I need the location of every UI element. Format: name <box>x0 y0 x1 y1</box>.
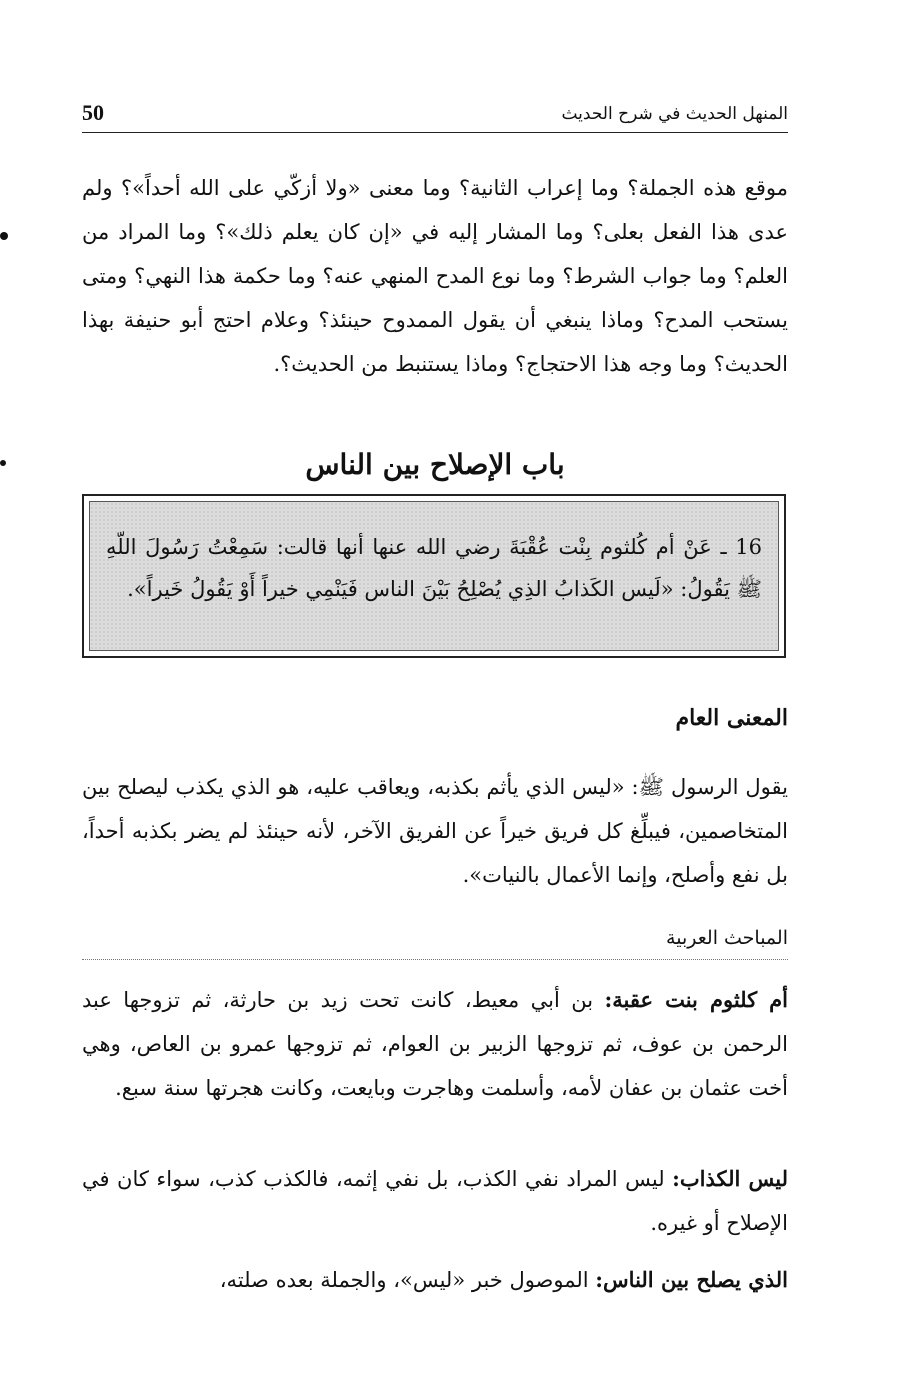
discussion-entry <box>82 1258 788 1302</box>
discussion-text: ليس المراد نفي الكذب، بل نفي إثمه، فالكذب كذب، سواء كان في الإصلاح أو غيره. <box>82 1167 788 1235</box>
hadith-box <box>82 494 786 658</box>
page-number: 50 <box>82 100 104 125</box>
discussion-term: ليس الكذاب: <box>672 1166 788 1191</box>
hadith-shaded-panel <box>89 501 779 651</box>
margin-dot <box>0 232 8 240</box>
general-meaning-heading: المعنى العام <box>675 705 788 731</box>
general-meaning-paragraph: يقول الرسول ﷺ: «ليس الذي يأثم بكذبه، ويعاقب عليه، هو الذي يكذب ليصلح بين المتخاصمين، فيبلِّغ كل فريق خيراً عن الفريق الآخر، لأنه حينئذ لم يضر بكذبه أحداً، بل نفع وأصلح، وإنما الأعمال بالنيات». <box>82 775 788 887</box>
arabic-discussions-heading <box>82 925 788 960</box>
discussion-term: الذي يصلح بين الناس: <box>595 1267 788 1292</box>
section-title: باب الإصلاح بين الناس <box>305 448 565 481</box>
hadith-text: 16 ـ عَنْ أم كُلثوم بِنْت عُقْبَةَ رضي الله عنها أنها قالت: سَمِعْتُ رَسُولَ اللّهِ ﷺ يَقُولُ: «لَيس الكَذابُ الذِي يُصْلِحُ بَيْنَ الناس فَيَنْمِي خيراً أَوْ يَقُولُ خَيراً». <box>106 535 762 601</box>
discussion-text: بن أبي معيط، كانت تحت زيد بن حارثة، ثم تزوجها عبد الرحمن بن عوف، ثم تزوجها الزبير بن العوام، ثم تزوجها عمرو بن العاص، وهي أخت عثمان بن عفان لأمه، وأسلمت وهاجرت وبايعت، وكانت هجرتها سنة سبع. <box>82 988 788 1100</box>
discussion-entry <box>82 978 788 1110</box>
page-header <box>82 98 788 133</box>
discussion-text: الموصول خبر «ليس»، والجملة بعده صلته، <box>219 1268 596 1292</box>
discussion-term: أم كلثوم بنت عقبة: <box>604 987 788 1012</box>
running-title: المنهل الحديث في شرح الحديث <box>561 104 788 124</box>
intro-paragraph: موقع هذه الجملة؟ وما إعراب الثانية؟ وما معنى «ولا أزكّي على الله أحداً»؟ ولم عدى هذا الفعل بعلى؟ وما المشار إليه في «إن كان يعلم ذلك»؟ وما المراد من العلم؟ وما جواب الشرط؟ وما نوع المدح المنهي عنه؟ وما حكمة هذا النهي؟ ومتى يستحب المدح؟ وماذا ينبغي أن يقول الممدوح حينئذ؟ وعلام احتج أبو حنيفة بهذا الحديث؟ وما وجه هذا الاحتجاج؟ وماذا يستنبط من الحديث؟. <box>82 176 788 376</box>
arabic-discussions-heading-text: المباحث العربية <box>666 927 788 949</box>
margin-dot <box>0 460 6 466</box>
discussion-entry <box>82 1157 788 1245</box>
